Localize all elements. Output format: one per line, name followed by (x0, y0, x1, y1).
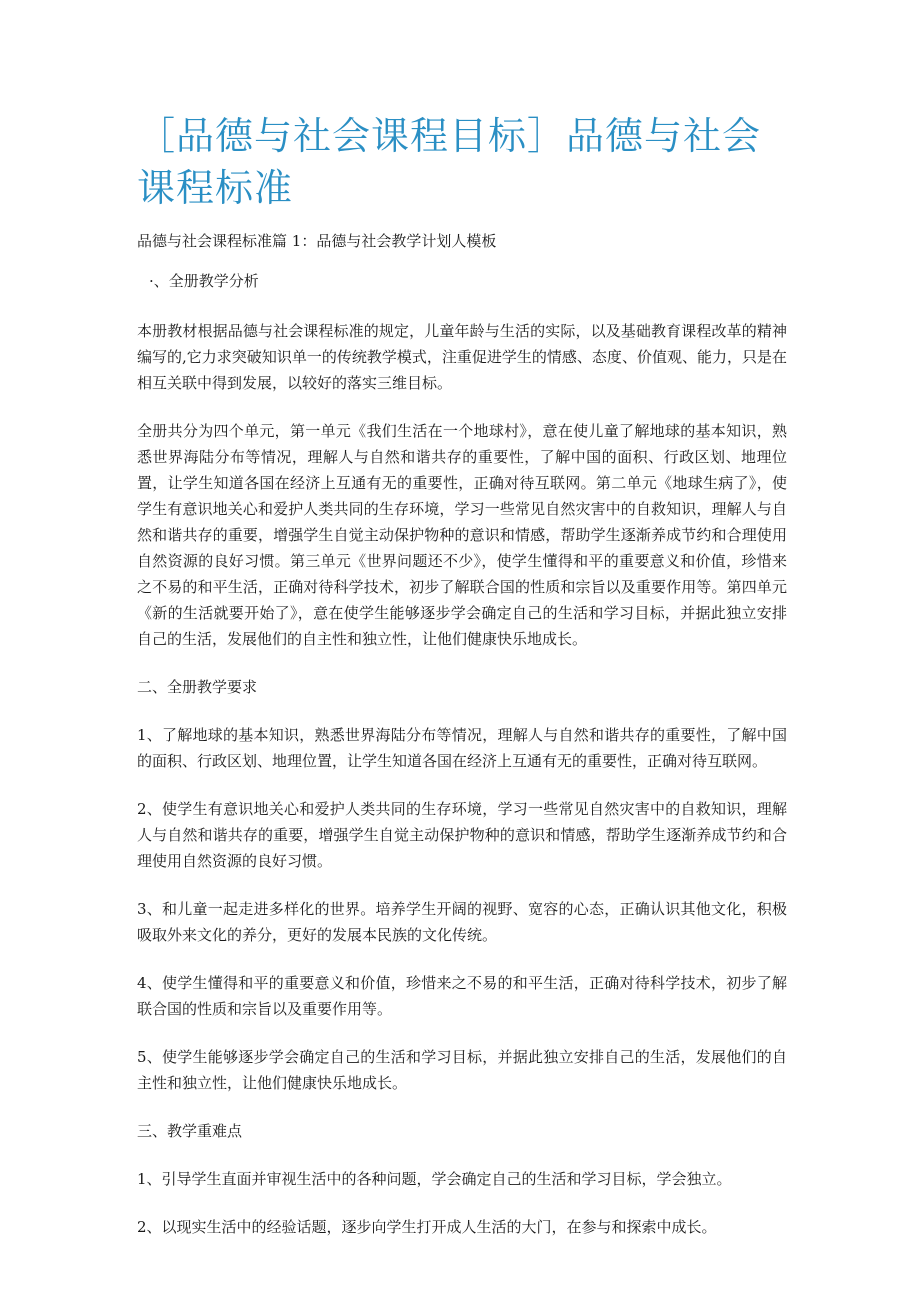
section-three-heading: 三、教学重难点 (137, 1122, 243, 1140)
requirement-item: 4、使学生懂得和平的重要意义和价值，珍惜来之不易的和平生活，正确对待科学技术，初步了解联合国的性质和宗旨以及重要作用等。 (137, 974, 787, 1018)
requirement-item: 5、使学生能够逐步学会确定自己的生活和学习目标，并据此独立安排自己的生活，发展他们的自主性和独立性，让他们健康快乐地成长。 (137, 1048, 787, 1092)
section-two-heading: 二、全册教学要求 (137, 678, 258, 696)
document-subtitle: 品德与社会课程标准篇 1：品德与社会教学计划人模板 (137, 232, 497, 250)
section-one-heading: ·、全册教学分析 (149, 272, 259, 290)
requirement-item: 1、了解地球的基本知识，熟悉世界海陆分布等情况，理解人与自然和谐共存的重要性，了解中国的面积、行政区划、地理位置，让学生知道各国在经济上互通有无的重要性，正确对待互联网。 (137, 726, 787, 770)
key-point-item: 1、引导学生直面并审视生活中的各种问题，学会确定自己的生活和学习目标，学会独立。 (137, 1170, 732, 1188)
analysis-paragraph-2: 全册共分为四个单元，第一单元《我们生活在一个地球村》，意在使儿童了解地球的基本知识，熟悉世界海陆分布等情况，理解人与自然和谐共存的重要性，了解中国的面积、行政区划、地理位置，让学生知道各国在经济上互通有无的重要性，正确对待互联网。第二单元《地球生病了》，使学生有意识地关心和爱护人类共同的生存环境，学习一些常见自然灾害中的自救知识，理解人与自然和谐共存的重要，增强学生自觉主动保护物种的意识和情感，帮助学生逐渐养成节约和合理使用自然资源的良好习惯。第三单元《世界问题还不少》，使学生懂得和平的重要意义和价值，珍惜来之不易的和平生活，正确对待科学技术，初步了解联合国的性质和宗旨以及重要作用等。第四单元《新的生活就要开始了》，意在使学生能够逐步学会确定自己的生活和学习目标，并据此独立安排自己的生活，发展他们的自主性和独立性，让他们健康快乐地成长。 (137, 422, 787, 648)
key-point-item: 2、以现实生活中的经验话题，逐步向学生打开成人生活的大门，在参与和探索中成长。 (137, 1218, 717, 1236)
document-body (137, 228, 787, 1262)
requirement-item: 2、使学生有意识地关心和爱护人类共同的生存环境，学习一些常见自然灾害中的自救知识，理解人与自然和谐共存的重要，增强学生自觉主动保护物种的意识和情感，帮助学生逐渐养成节约和合理使用自然资源的良好习惯。 (137, 800, 787, 870)
analysis-paragraph-1: 本册教材根据品德与社会课程标准的规定，儿童年龄与生活的实际，以及基础教育课程改革的精神编写的,它力求突破知识单一的传统教学模式，注重促进学生的情感、态度、价值观、能力，只是在相互关联中得到发展，以较好的落实三维目标。 (137, 322, 787, 392)
requirement-item: 3、和儿童一起走进多样化的世界。培养学生开阔的视野、宽容的心态，正确认识其他文化，积极吸取外来文化的养分，更好的发展本民族的文化传统。 (137, 900, 787, 944)
document-title: ［品德与社会课程目标］品德与社会课程标准 (137, 114, 762, 210)
